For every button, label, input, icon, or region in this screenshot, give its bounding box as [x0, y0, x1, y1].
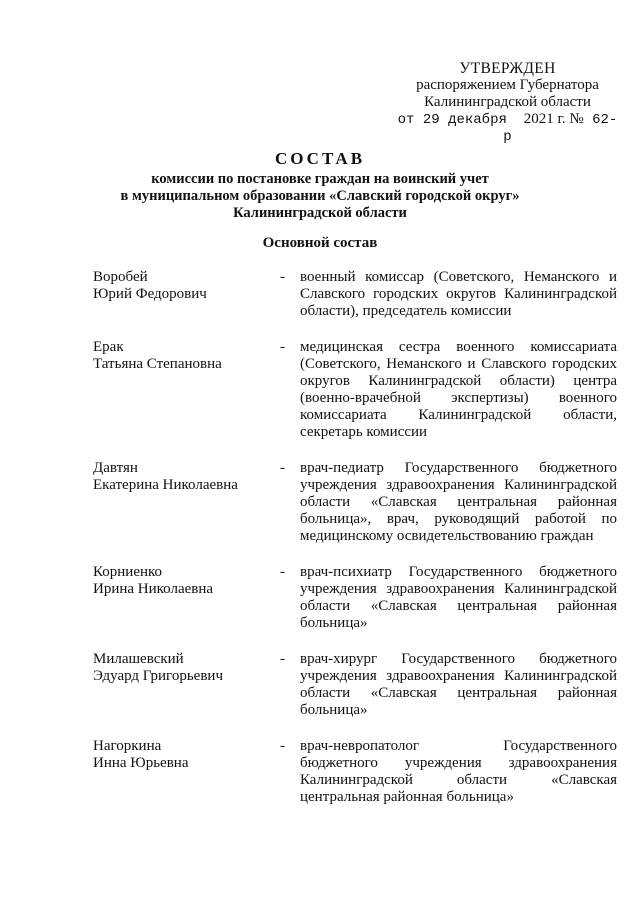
title-line-3: Калининградской области	[233, 205, 407, 221]
approval-date-line	[395, 111, 620, 146]
member-dash: -	[280, 651, 285, 667]
member-dash: -	[280, 564, 285, 580]
member-dash: -	[280, 269, 285, 285]
member-dash: -	[280, 738, 285, 754]
member-surname: Давтян	[93, 460, 138, 476]
approval-number: 62-р	[503, 112, 618, 145]
member-name	[0, 269, 280, 320]
member-given-name: Эдуард Григорьевич	[93, 668, 223, 684]
member-role: врач-невропатолог Государственного бюджетного учреждения здравоохранения Калининградской области «Славская центральная районная больница»	[300, 738, 617, 805]
member-role: врач-педиатр Государственного бюджетного учреждения здравоохранения Калининградской области «Славская центральная районная больница», врач, руководящий работой по медицинскому освидетельствованию граждан	[300, 460, 617, 544]
approval-year: 2021 г. №	[523, 111, 584, 127]
member-surname: Нагоркина	[93, 738, 162, 754]
member-dash: -	[280, 460, 285, 476]
member-row	[0, 564, 640, 632]
member-given-name: Татьяна Степановна	[93, 356, 222, 372]
member-name	[0, 564, 280, 632]
member-list	[0, 269, 640, 825]
member-row	[0, 460, 640, 545]
member-row	[0, 339, 640, 441]
member-given-name: Екатерина Николаевна	[93, 477, 238, 493]
member-name	[0, 651, 280, 719]
member-given-name: Ирина Николаевна	[93, 581, 214, 597]
member-role: врач-психиатр Государственного бюджетного учреждения здравоохранения Калининградской области «Славская центральная районная больница»	[300, 564, 617, 631]
approval-line-2: Калининградской области	[424, 94, 591, 110]
member-surname: Милашевский	[93, 651, 184, 667]
member-name	[0, 738, 280, 806]
approval-line-1: распоряжением Губернатора	[416, 77, 599, 93]
member-name	[0, 460, 280, 545]
member-dash: -	[280, 339, 285, 355]
member-surname: Воробей	[93, 269, 148, 285]
document-title	[0, 150, 640, 222]
member-given-name: Юрий Федорович	[93, 286, 207, 302]
title-main: СОСТАВ	[274, 149, 366, 168]
member-role: врач-хирург Государственного бюджетного учреждения здравоохранения Калининградской области «Славская центральная районная больница»	[300, 651, 617, 718]
member-role: военный комиссар (Советского, Неманского и Славского городских округов Калининградской области), председатель комиссии	[300, 269, 617, 319]
title-line-2: в муниципальном образовании «Славский городской округ»	[120, 188, 520, 204]
member-row	[0, 738, 640, 806]
approval-date: от 29 декабря	[397, 112, 507, 128]
title-line-1: комиссии по постановке граждан на воинский учет	[151, 171, 489, 187]
member-name	[0, 339, 280, 441]
member-row	[0, 269, 640, 320]
member-given-name: Инна Юрьевна	[93, 755, 189, 771]
member-surname: Ерак	[93, 339, 124, 355]
section-heading: Основной состав	[262, 235, 378, 251]
approval-title: УТВЕРЖДЕН	[459, 60, 556, 77]
member-surname: Корниенко	[93, 564, 163, 580]
approval-stamp	[395, 60, 620, 146]
member-role: медицинская сестра военного комиссариата (Советского, Неманского и Славского городских округов Калининградской области) центра (военно-врачебной экспертизы) военного комиссариата Калининградской области, секретарь комиссии	[300, 339, 617, 440]
member-row	[0, 651, 640, 719]
